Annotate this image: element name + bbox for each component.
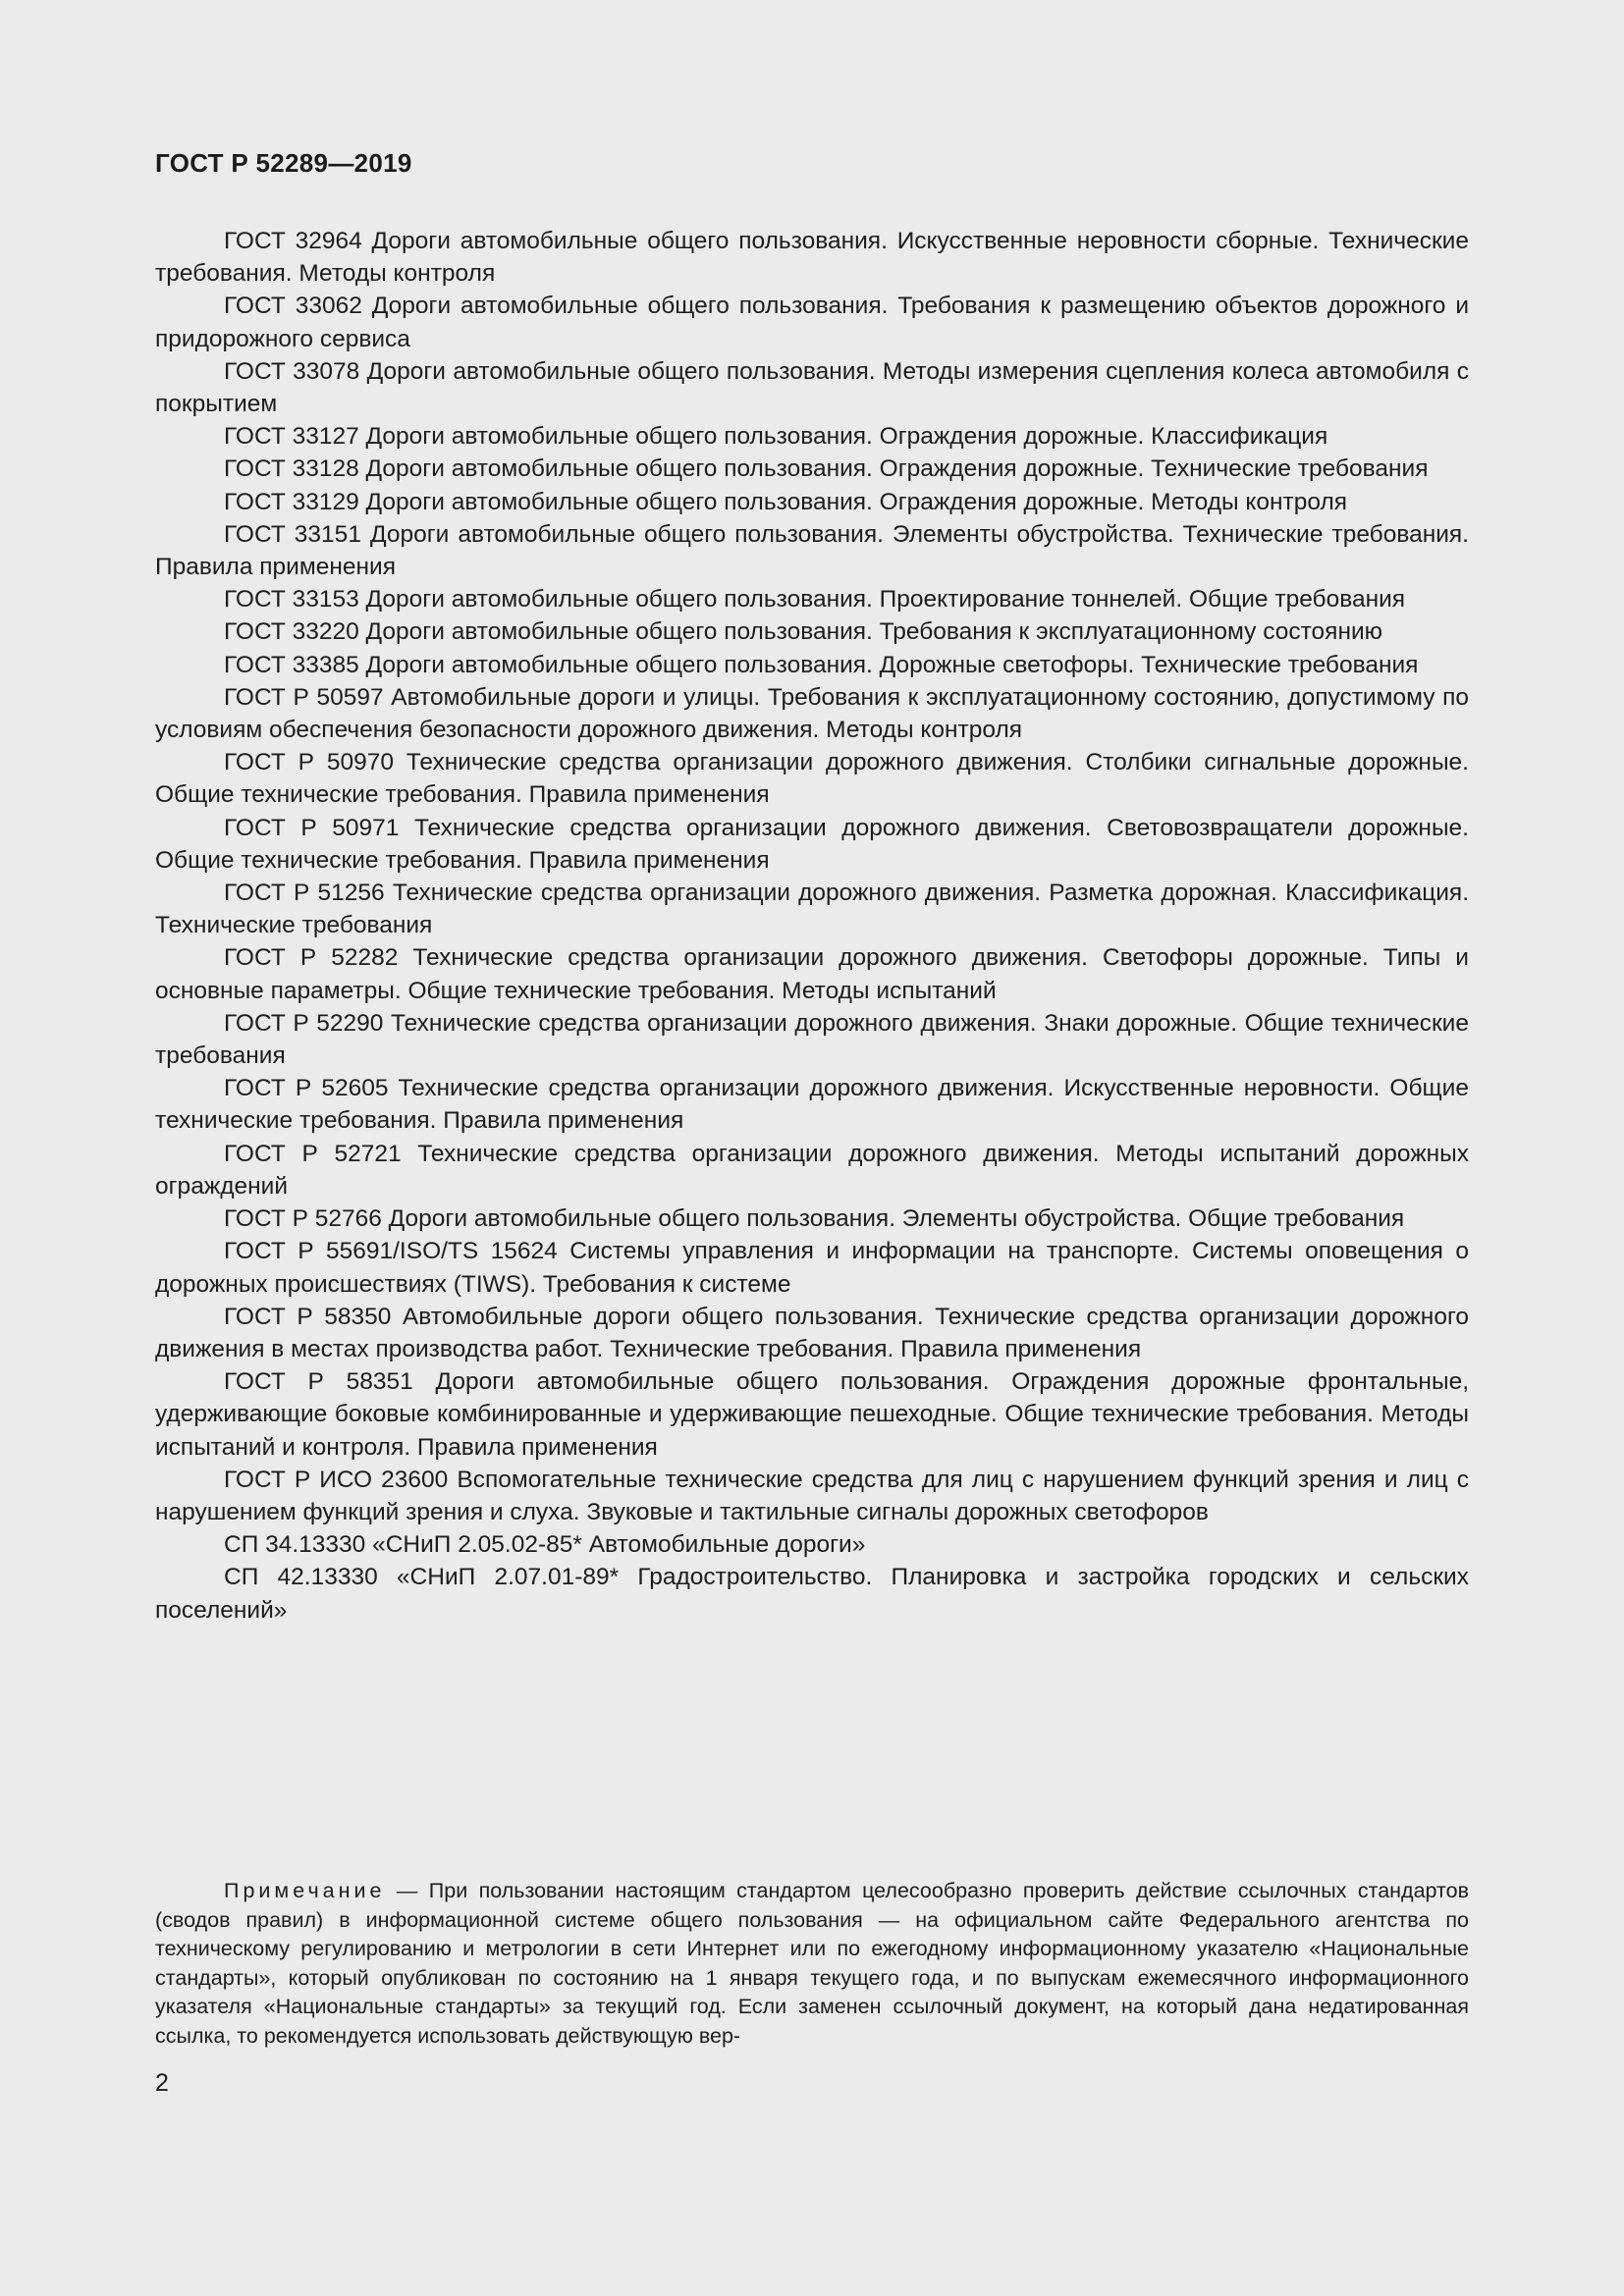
document-code-header: ГОСТ Р 52289—2019 (155, 148, 412, 178)
reference-item: ГОСТ 33078 Дороги автомобильные общего пользования. Методы измерения сцепления колеса автомобиля с покрытием (155, 357, 1469, 418)
reference-item: ГОСТ Р 52282 Технические средства организации дорожного движения. Светофоры дорожные. Типы и основные параметры. Общие технические требования. Методы испытаний (155, 944, 1469, 1004)
note-text: — При пользовании настоящим стандартом целесообразно проверить действие ссылочных стандартов (сводов правил) в информационной системе общего пользования — на официальном сайте Федерального агентства по техническому регулированию и метрологии в сети Интернет или по ежегодному информационному указателю «Национальные стандарты», который опубликован по состоянию на 1 января текущего года, и по выпускам ежемесячного информационного указателя «Национальные стандарты» за текущий год. Если заменен ссылочный документ, на который дана недатированная ссылка, то рекомендуется использовать действующую вер- (155, 1879, 1469, 2048)
reference-item: ГОСТ Р 52721 Технические средства организации дорожного движения. Методы испытаний дорожных ограждений (155, 1140, 1469, 1200)
reference-item: СП 42.13330 «СНиП 2.07.01-89* Градостроительство. Планировка и застройка городских и сельских поселений» (155, 1564, 1469, 1624)
reference-item: ГОСТ Р 58350 Автомобильные дороги общего пользования. Технические средства организации дорожного движения в местах производства работ. Технические требования. Правила применения (155, 1303, 1469, 1362)
document-page (155, 0, 1469, 2296)
reference-item: ГОСТ 33062 Дороги автомобильные общего пользования. Требования к размещению объектов дорожного и придорожного сервиса (155, 293, 1469, 352)
reference-item: ГОСТ Р 58351 Дороги автомобильные общего пользования. Ограждения дорожные фронтальные, удерживающие боковые комбинированные и удерживающие пешеходные. Общие технические требования. Методы испытаний и контроля. Правила применения (155, 1368, 1469, 1461)
reference-item: ГОСТ 33129 Дороги автомобильные общего пользования. Ограждения дорожные. Методы контроля (224, 488, 1348, 515)
reference-item: ГОСТ Р 50597 Автомобильные дороги и улицы. Требования к эксплуатационному состоянию, допустимому по условиям обеспечения безопасности дорожного движения. Методы контроля (155, 683, 1469, 744)
reference-item: ГОСТ Р 52605 Технические средства организации дорожного движения. Искусственные неровности. Общие технические требования. Правила применения (155, 1075, 1469, 1135)
reference-item: ГОСТ 32964 Дороги автомобильные общего пользования. Искусственные неровности сборные. Технические требования. Методы контроля (155, 228, 1469, 288)
reference-item: ГОСТ 33385 Дороги автомобильные общего пользования. Дорожные светофоры. Технические требования (224, 651, 1419, 678)
reference-item: ГОСТ 33151 Дороги автомобильные общего пользования. Элементы обустройства. Технические требования. Правила применения (155, 520, 1469, 581)
reference-item: ГОСТ Р 50970 Технические средства организации дорожного движения. Столбики сигнальные дорожные. Общие технические требования. Правила применения (155, 749, 1469, 809)
reference-item: ГОСТ Р 55691/ISO/TS 15624 Системы управления и информации на транспорте. Системы оповещения о дорожных происшествиях (TIWS). Требования к системе (155, 1238, 1469, 1298)
reference-item: ГОСТ 33128 Дороги автомобильные общего пользования. Ограждения дорожные. Технические требования (224, 455, 1429, 483)
reference-item: ГОСТ Р 50971 Технические средства организации дорожного движения. Световозвращатели дорожные. Общие технические требования. Правила применения (155, 814, 1469, 874)
reference-item: ГОСТ 33220 Дороги автомобильные общего пользования. Требования к эксплуатационному состоянию (224, 618, 1383, 646)
reference-item: ГОСТ Р ИСО 23600 Вспомогательные технические средства для лиц с нарушением функций зрения и лиц с нарушением функций зрения и слуха. Звуковые и тактильные сигналы дорожных светофоров (155, 1466, 1469, 1525)
note-label: Примечание (224, 1879, 386, 1902)
reference-item: ГОСТ Р 51256 Технические средства организации дорожного движения. Разметка дорожная. Классификация. Технические требования (155, 880, 1469, 939)
normative-references-list (155, 225, 1469, 1627)
page-number: 2 (155, 2069, 169, 2097)
reference-item: ГОСТ 33153 Дороги автомобильные общего пользования. Проектирование тоннелей. Общие требования (224, 586, 1406, 614)
note-paragraph (155, 1877, 1469, 2051)
reference-item: ГОСТ Р 52766 Дороги автомобильные общего пользования. Элементы обустройства. Общие требования (224, 1205, 1405, 1233)
reference-item: ГОСТ 33127 Дороги автомобильные общего пользования. Ограждения дорожные. Классификация (224, 423, 1328, 451)
reference-item: СП 34.13330 «СНиП 2.05.02-85* Автомобильные дороги» (224, 1531, 866, 1559)
reference-item: ГОСТ Р 52290 Технические средства организации дорожного движения. Знаки дорожные. Общие технические требования (155, 1009, 1469, 1070)
